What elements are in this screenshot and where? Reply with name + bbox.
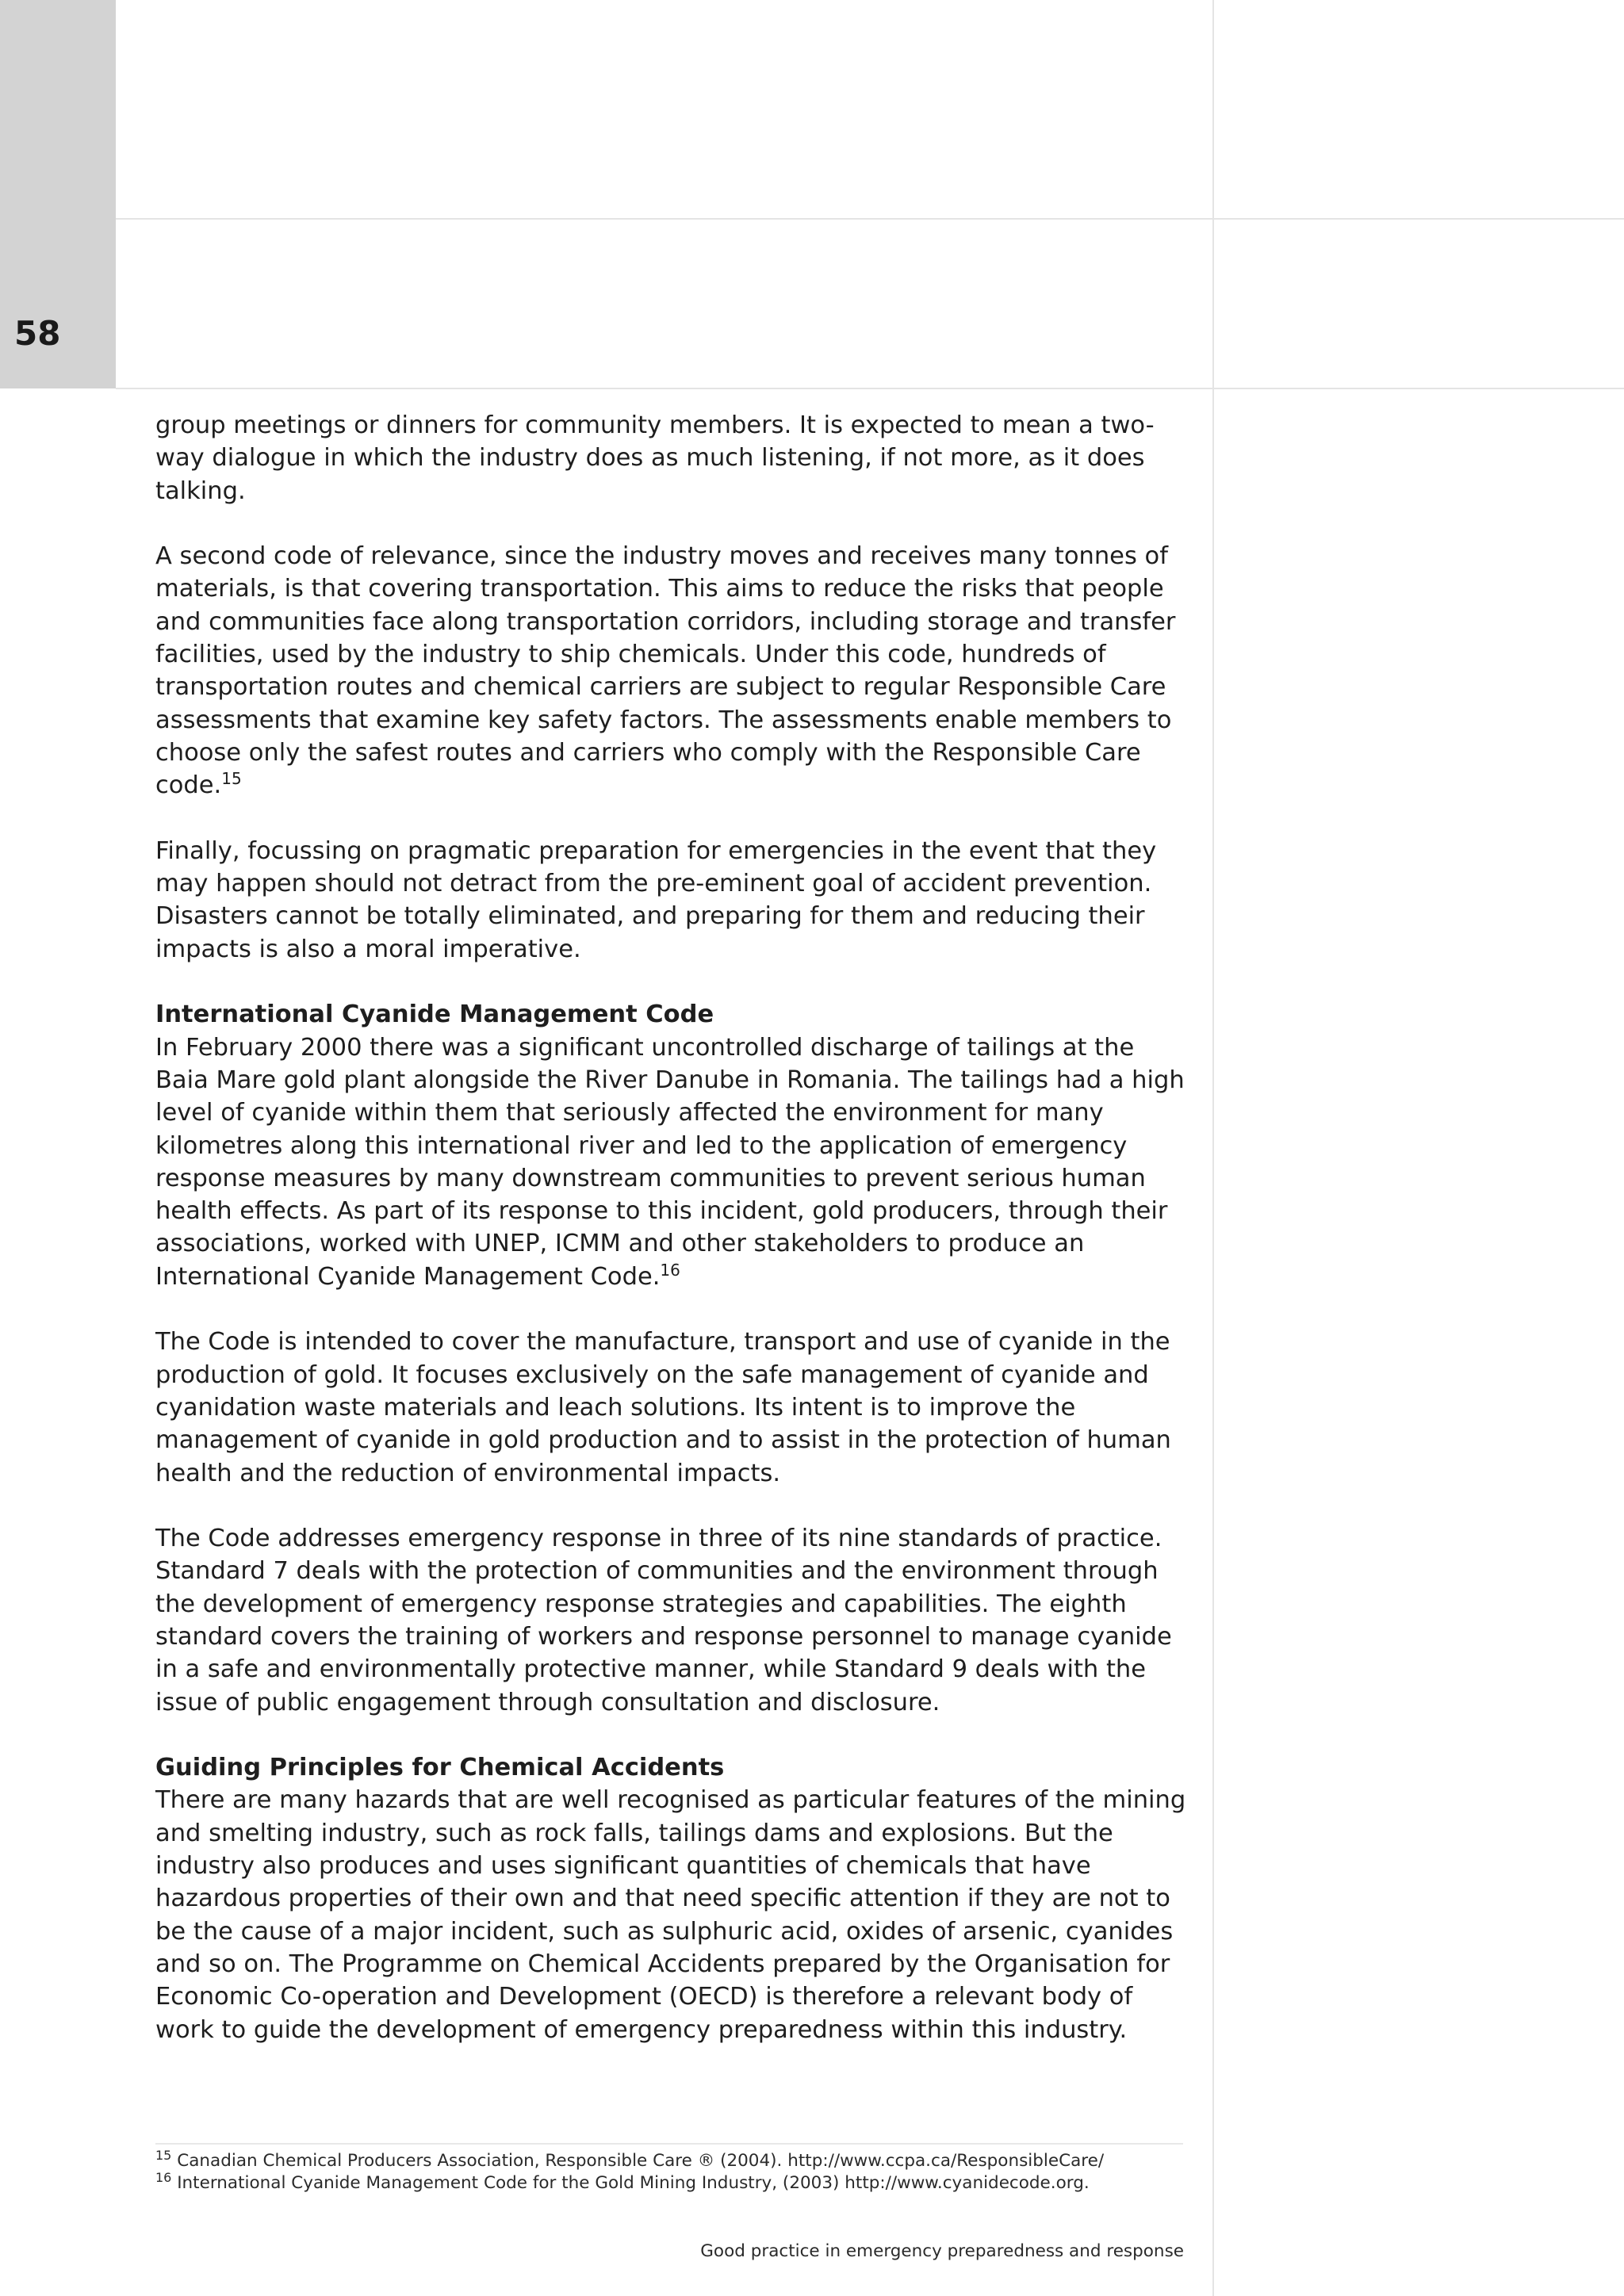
header-rule-lower: [116, 388, 1624, 389]
paragraph-text: Finally, focussing on pragmatic preparation for emergencies in the event that they may happen should not detract from the pre-eminent goal of accident prevention. Disasters cannot be totally eliminated, and preparing for them and reducing their impacts is also a moral imperative.: [155, 836, 1157, 963]
footnote-number: 15: [155, 2147, 172, 2163]
page-number-tab: [0, 0, 116, 388]
heading-guiding-principles: Guiding Principles for Chemical Accidents: [155, 1754, 725, 1782]
footnote-15: [155, 2147, 1202, 2172]
paragraph-text: A second code of relevance, since the industry moves and receives many tonnes of materials, is that covering transportation. This aims to reduce the risks that people and communities face along transportation corridors, including storage and transfer facilities, used by the industry to ship chemicals. Under this code, hundreds of transportation routes and chemical carriers are subject to regular Responsible Care assessments that examine key safety factors. The assessments enable members to choose only the safest routes and carriers who comply with the Responsible Care code.: [155, 542, 1176, 800]
footnote-divider: [155, 2143, 1183, 2145]
paragraph-text: The Code is intended to cover the manufacture, transport and use of cyanide in the production of gold. It focuses exclusively on the safe management of cyanide and cyanidation waste materials and leach solutions. Its intent is to improve the management of cyanide in gold production and to assist in the protection of human health and the reduction of environmental impacts.: [155, 1328, 1171, 1487]
page-number: 58: [14, 314, 61, 353]
running-footer: Good practice in emergency preparedness and response: [700, 2241, 1184, 2261]
body-text: [155, 409, 1186, 2046]
footnote-ref-15[interactable]: 15: [221, 769, 242, 789]
paragraph-code-scope: [155, 1326, 1186, 1489]
paragraph-text: In February 2000 there was a significant uncontrolled discharge of tailings at the Baia Mare gold plant alongside the River Danube in Romania. The tailings had a high level of cyanide within them that seriously affected the environment for many kilometres along this international river and led to the application of emergency response measures by many downstream communities to prevent serious human health effects. As part of its response to this incident, gold producers, through their associations, worked with UNEP, ICMM and other stakeholders to produce an International Cyanide Management Code.: [155, 1033, 1185, 1291]
margin-column-rule: [1212, 0, 1214, 2296]
footnotes: [155, 2147, 1202, 2195]
paragraph-chemical-hazards: [155, 1784, 1186, 2045]
paragraph-code-standards: [155, 1522, 1186, 1719]
heading-cyanide-code: International Cyanide Management Code: [155, 1001, 714, 1029]
footnote-text: International Cyanide Management Code for the Gold Mining Industry, (2003) http://www.cyanidecode.org.: [177, 2173, 1090, 2193]
paragraph-baia-mare: [155, 1031, 1186, 1293]
paragraph-text: There are many hazards that are well recognised as particular features of the mining and smelting industry, such as rock falls, tailings dams and explosions. But the industry also produces and uses significant quantities of chemicals that have hazardous properties of their own and that need specific attention if they are not to be the cause of a major incident, such as sulphuric acid, oxides of arsenic, cyanides and so on. The Programme on Chemical Accidents prepared by the Organisation for Economic Co-operation and Development (OECD) is therefore a relevant body of work to guide the development of emergency preparedness within this industry.: [155, 1786, 1186, 2044]
paragraph-community-dialogue: [155, 409, 1186, 507]
paragraph-text: The Code addresses emergency response in three of its nine standards of practice. Standard 7 deals with the protection of communities and the environment through the development of emergency response strategies and capabilities. The eighth standard covers the training of workers and response personnel to manage cyanide in a safe and environmentally protective manner, while Standard 9 deals with the issue of public engagement through consultation and disclosure.: [155, 1525, 1172, 1716]
paragraph-text: group meetings or dinners for community members. It is expected to mean a two-way dialogue in which the industry does as much listening, if not more, as it does talking.: [155, 411, 1155, 505]
footnote-16: [155, 2169, 1202, 2195]
footnote-number: 16: [155, 2169, 172, 2185]
paragraph-transportation-code: [155, 540, 1186, 802]
footnote-text: Canadian Chemical Producers Association, Responsible Care ® (2004). http://www.ccpa.ca/ResponsibleCare/: [177, 2151, 1105, 2171]
header-rule-upper: [116, 218, 1624, 220]
paragraph-emergency-preparation: [155, 835, 1186, 966]
footnote-ref-16[interactable]: 16: [660, 1260, 680, 1280]
